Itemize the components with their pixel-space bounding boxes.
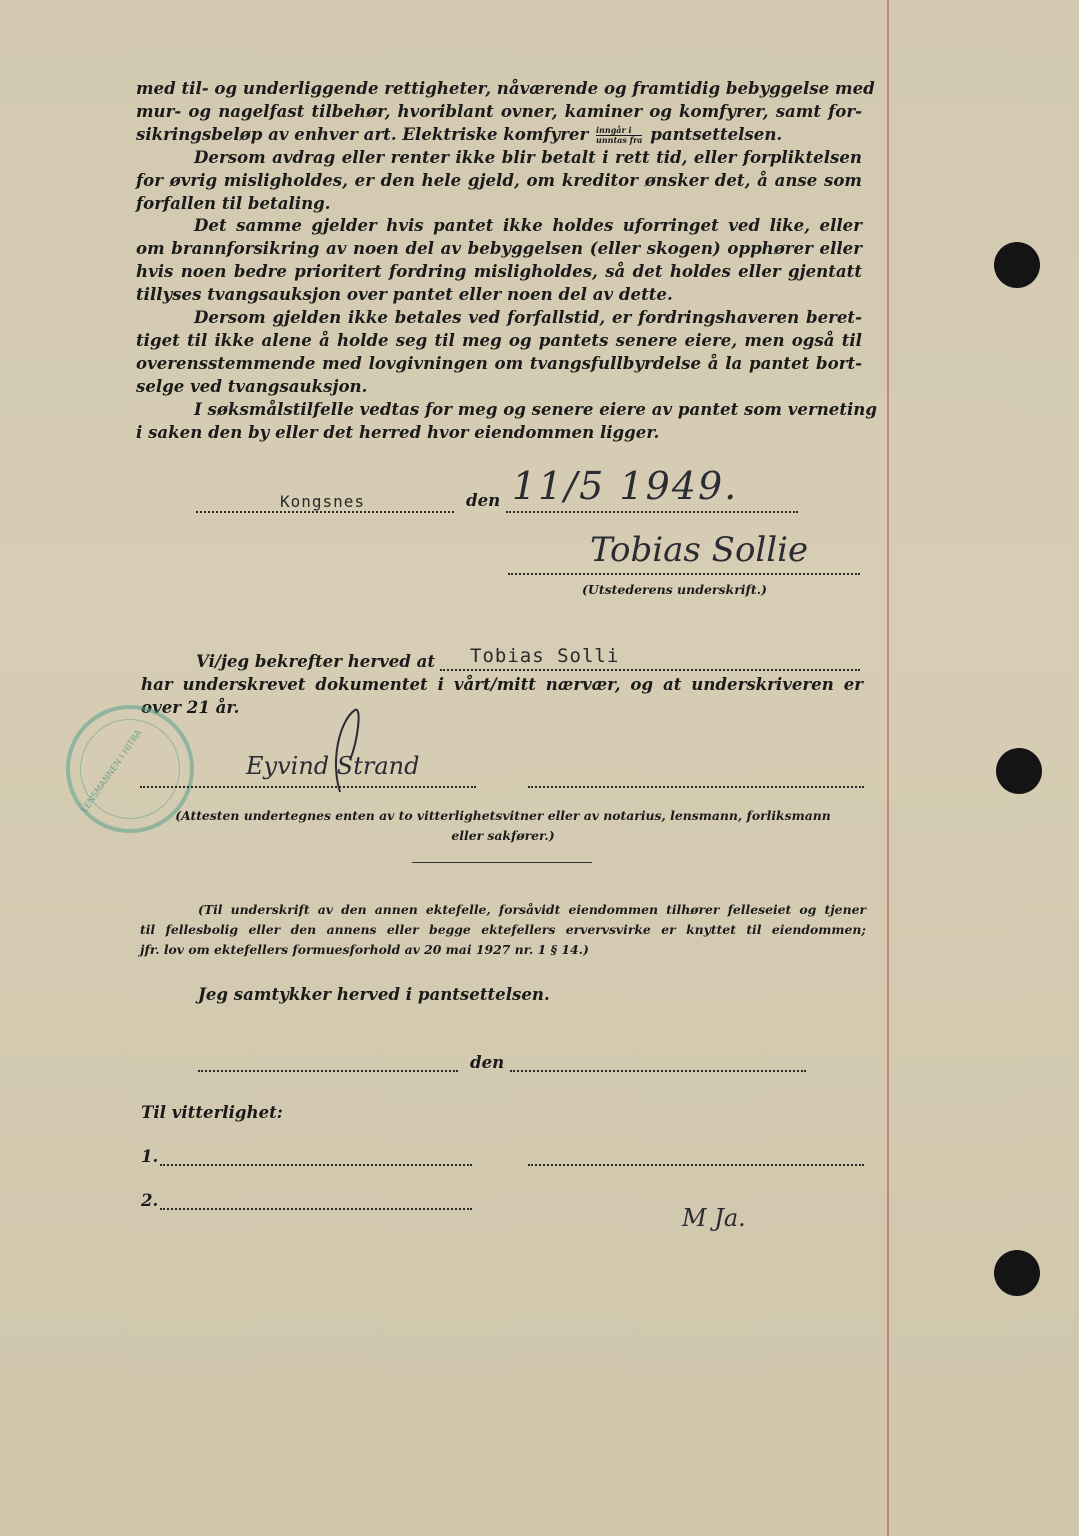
issuer-caption: (Utstederens underskrift.) <box>582 582 767 597</box>
margin-rule <box>887 0 889 1536</box>
body-line: med til- og underliggende rettigheter, nåværende og framtidig bebyggelse med <box>136 78 875 98</box>
witness-number-2: 2. <box>141 1190 159 1210</box>
section-divider <box>412 862 592 863</box>
witness-heading: Til vitterlighet: <box>141 1102 283 1122</box>
consent-place-line <box>198 1070 458 1072</box>
consent-statement: Jeg samtykker herved i pantsettelsen. <box>198 984 550 1004</box>
binder-hole <box>996 748 1042 794</box>
body-line: Dersom avdrag eller renter ikke blir betalt i rett tid, eller forpliktelsen <box>194 146 862 167</box>
attest-note <box>140 806 866 846</box>
stamp-text: LENSMANNEN I HITRA <box>80 728 145 815</box>
witness-1-signature-line <box>140 786 476 788</box>
witnessed-name-line <box>440 669 860 671</box>
body-line: selge ved tvangsauksjon. <box>136 375 368 396</box>
place-value: Kongsnes <box>280 492 366 511</box>
attest-note-line: (Attesten undertegnes enten av to vitterlighetsvitner eller av notarius, lensmann, forliksmann <box>175 808 831 823</box>
consent-den-label: den <box>470 1052 505 1072</box>
attest-note-line: eller sakfører.) <box>451 828 555 843</box>
witness-1-line <box>160 1164 472 1166</box>
issuer-signature: Tobias Sollie <box>590 530 809 570</box>
witness-1-name-line <box>528 1164 864 1166</box>
witness-number-1: 1. <box>141 1146 159 1166</box>
body-line-fraction <box>136 123 862 146</box>
issuer-signature-line <box>508 573 860 575</box>
date-handwritten: 11/5 1949. <box>512 464 739 508</box>
date-line <box>506 511 798 513</box>
witness-statement-prefix: Vi/jeg bekrefter herved at <box>196 651 436 671</box>
fraction-before: sikringsbeløp av enhver art. Elektriske komfyrer <box>136 123 595 144</box>
pledge-terms-text <box>136 77 877 444</box>
witness-2-line <box>160 1208 472 1210</box>
consent-date-line <box>510 1070 806 1072</box>
body-line: mur- og nagelfast tilbehør, hvoriblant ovner, kaminer og komfyrer, samt for- <box>136 100 862 121</box>
den-label: den <box>466 490 501 510</box>
body-line: forfallen til betaling. <box>136 192 331 213</box>
witness-statement-line3: over 21 år. <box>141 697 240 717</box>
fraction-top: inngår i <box>596 126 642 136</box>
fraction-bottom: unntas fra <box>596 134 643 145</box>
signature-flourish <box>300 700 380 800</box>
binder-hole <box>994 242 1040 288</box>
body-line: hvis noen bedre prioritert fordring misligholdes, så det holdes eller gjentatt <box>136 261 862 282</box>
body-line: om brannforsikring av noen del av bebyggelsen (eller skogen) opphører eller <box>136 238 862 259</box>
body-line: tillyses tvangsauksjon over pantet eller noen del av dette. <box>136 284 673 305</box>
binder-hole <box>994 1250 1040 1296</box>
body-line: for øvrig misligholdes, er den hele gjeld, om kreditor ønsker det, å anse som <box>136 169 862 190</box>
place-line <box>196 511 454 513</box>
body-line: Det samme gjelder hvis pantet ikke holdes uforringet ved like, eller <box>194 215 862 236</box>
witness-statement-line2: har underskrevet dokumentet i vårt/mitt nærvær, og at underskriveren er <box>141 674 863 694</box>
spouse-note <box>140 900 866 960</box>
spouse-note-line: til fellesbolig eller den annens eller begge ektefellers ervervsvirke er knyttet til eiendommen; <box>140 922 866 937</box>
witness-2-signature-line <box>528 786 864 788</box>
witness-signature: Eyvind Strand <box>246 752 420 780</box>
body-line: I søksmålstilfelle vedtas for meg og senere eiere av pantet som verneting <box>194 398 877 419</box>
body-line: Dersom gjelden ikke betales ved forfallstid, er fordringshaveren beret- <box>194 307 862 328</box>
spouse-note-line: jfr. lov om ektefellers formuesforhold av 20 mai 1927 nr. 1 § 14.) <box>140 942 589 957</box>
initials: M Ja. <box>682 1204 746 1232</box>
fraction-choice <box>596 126 642 145</box>
fraction-after: pantsettelsen. <box>644 123 783 144</box>
spouse-note-line: (Til underskrift av den annen ektefelle, forsåvidt eiendommen tilhører felleseiet og tjener <box>198 902 866 917</box>
body-line: tiget til ikke alene å holde seg til meg og pantets senere eiere, men også til <box>136 329 862 350</box>
witnessed-name-value: Tobias Solli <box>470 645 620 667</box>
body-line: i saken den by eller det herred hvor eiendommen ligger. <box>136 421 660 442</box>
body-line: overensstemmende med lovgivningen om tvangsfullbyrdelse å la pantet bort- <box>136 352 862 373</box>
